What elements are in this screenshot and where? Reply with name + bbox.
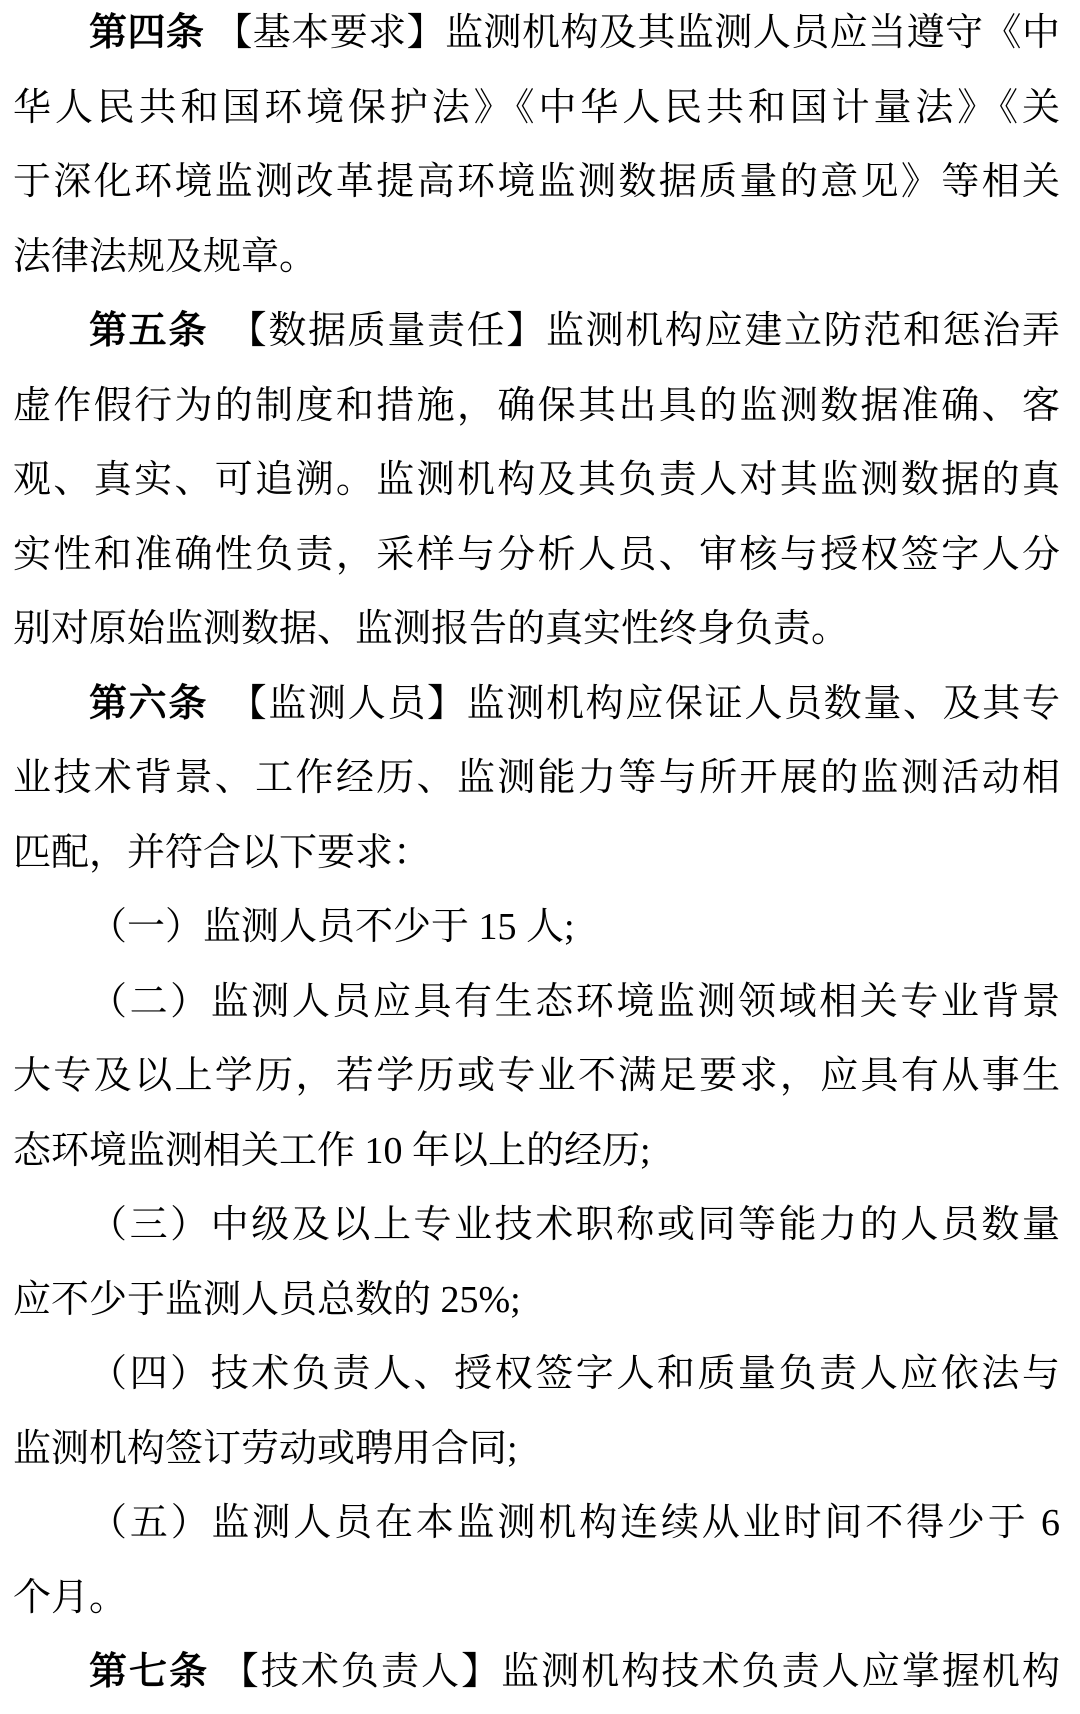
- text-line: [13, 1337, 1060, 1412]
- text-line: [13, 592, 1060, 667]
- line-text: （三）中级及以上专业技术职称或同等能力的人员数量: [89, 1204, 1060, 1246]
- line-text: 【数据质量责任】监测机构应建立防范和惩治弄: [208, 310, 1060, 352]
- line-text: 监测机构签订劳动或聘用合同;: [13, 1427, 518, 1470]
- line-text: （一）监测人员不少于 15 人;: [89, 906, 575, 948]
- text-line: [13, 1263, 1060, 1338]
- text-line: [13, 816, 1060, 891]
- text-line: [13, 369, 1060, 444]
- text-line: [13, 667, 1060, 742]
- text-line: [13, 1188, 1060, 1263]
- text-line: [13, 1412, 1060, 1487]
- line-text: 华人民共和国环境保护法》《中华人民共和国计量法》《关: [13, 86, 1060, 129]
- text-line: [13, 518, 1060, 593]
- text-line: [13, 741, 1060, 816]
- text-line: [13, 145, 1060, 220]
- text-line: [13, 0, 1060, 71]
- line-text: 应不少于监测人员总数的 25%;: [13, 1278, 521, 1321]
- line-text: （四）技术负责人、授权签字人和质量负责人应依法与: [89, 1353, 1060, 1395]
- article-number: 第四条: [89, 12, 205, 54]
- line-text: 虚作假行为的制度和措施，确保其出具的监测数据准确、客: [13, 384, 1060, 427]
- line-text: 业技术背景、工作经历、监测能力等与所开展的监测活动相: [13, 757, 1060, 799]
- article-number: 第五条: [89, 310, 208, 352]
- text-line: [13, 965, 1060, 1040]
- text-line: [13, 220, 1060, 295]
- line-text: 法律法规及规章。: [13, 235, 318, 278]
- line-text: 大专及以上学历，若学历或专业不满足要求，应具有从事生: [13, 1055, 1060, 1097]
- line-text: 【监测人员】监测机构应保证人员数量、及其专: [208, 682, 1060, 725]
- text-line: [13, 1635, 1060, 1710]
- text-line: [13, 1486, 1060, 1561]
- line-text: 观、真实、可追溯。监测机构及其负责人对其监测数据的真: [13, 459, 1060, 501]
- article-number: 第七条: [89, 1651, 210, 1693]
- line-text: （五）监测人员在本监测机构连续从业时间不得少于 6: [89, 1502, 1060, 1544]
- line-text: 别对原始监测数据、监测报告的真实性终身负责。: [13, 608, 850, 650]
- line-text: 态环境监测相关工作 10 年以上的经历;: [13, 1129, 651, 1172]
- text-line: [13, 71, 1060, 146]
- line-text: 个月。: [13, 1576, 128, 1619]
- text-line: [13, 1114, 1060, 1189]
- line-text: 于深化环境监测改革提高环境监测数据质量的意见》等相关: [13, 161, 1060, 203]
- text-line: [13, 294, 1060, 369]
- line-text: 匹配，并符合以下要求：: [13, 831, 432, 874]
- text-line: [13, 443, 1060, 518]
- line-text: 【基本要求】监测机构及其监测人员应当遵守《中: [204, 12, 1060, 54]
- text-line: [13, 1561, 1060, 1636]
- line-text: （二）监测人员应具有生态环境监测领域相关专业背景: [89, 980, 1060, 1023]
- line-text: 实性和准确性负责，采样与分析人员、审核与授权签字人分: [13, 533, 1060, 576]
- article-number: 第六条: [89, 682, 208, 725]
- line-text: 【技术负责人】监测机构技术负责人应掌握机构: [209, 1651, 1060, 1693]
- text-line: [13, 890, 1060, 965]
- text-line: [13, 1039, 1060, 1114]
